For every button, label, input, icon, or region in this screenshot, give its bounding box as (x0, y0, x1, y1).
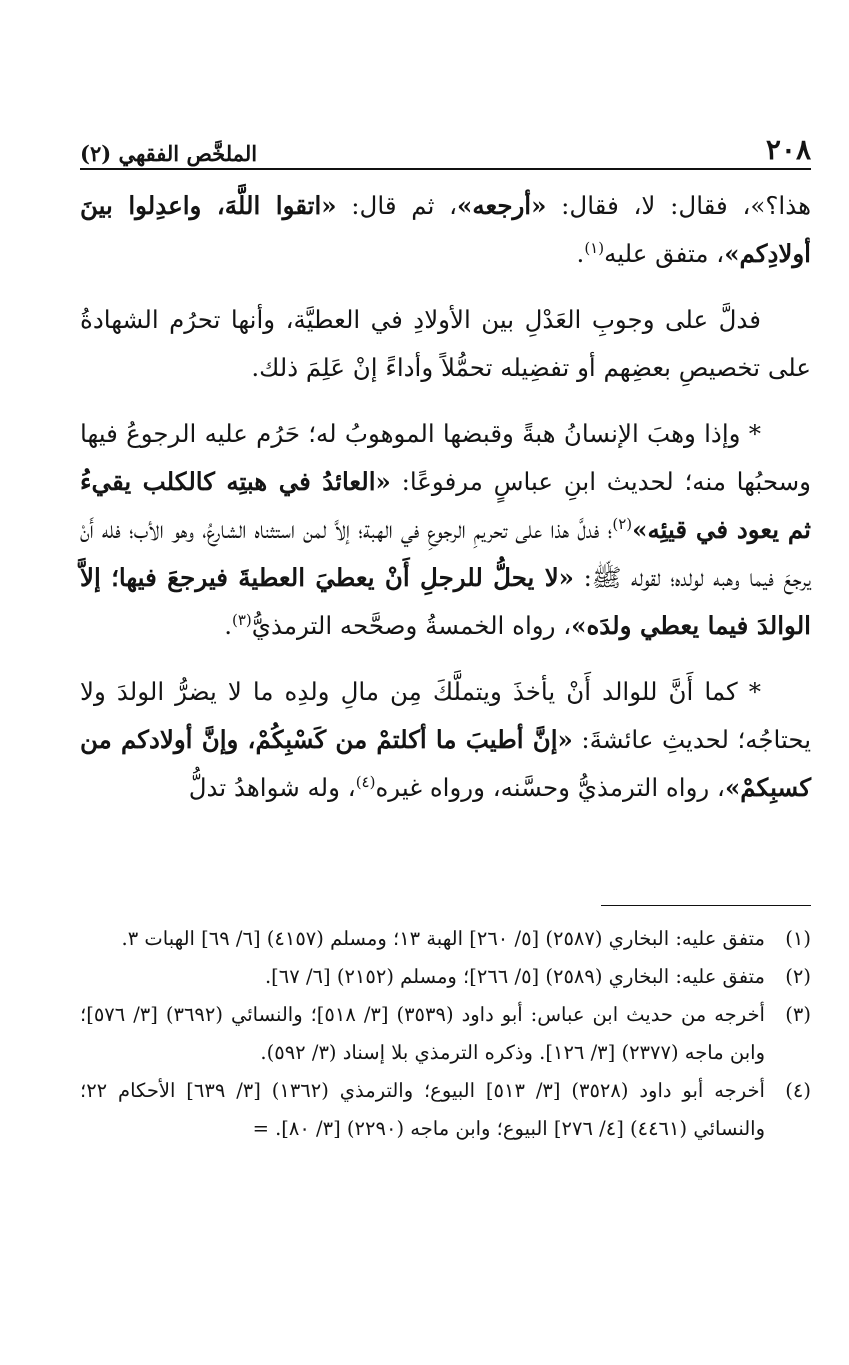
paragraph-text: هذا؟»، فقال: لا، فقال: (546, 191, 811, 220)
footnotes (80, 920, 811, 1148)
page-number: ٢٠٨ (765, 133, 811, 166)
paragraph-text: ، ثم قال: (336, 191, 458, 220)
paragraph-text: * وإذا وهبَ الإنسانُ هبةً وقبضها الموهوبُ له؛ حَرُم عليه الرجوعُ فيها وسحبُها منه؛ لحديث ابنِ عباسٍ مرفوعًا: (80, 419, 811, 496)
footnote (80, 958, 811, 996)
paragraph-text: ، متفق عليه (604, 239, 725, 268)
footnote-text: متفق عليه: البخاري (٢٥٨٧) [٥/ ٢٦٠] الهبة ١٣؛ ومسلم (٤١٥٧) [٦/ ٦٩] الهبات ٣. (121, 927, 765, 950)
paragraph-text: ، وله شواهدُ تدلُّ (188, 773, 356, 802)
footnote-number: (٣) (785, 1003, 811, 1026)
footnote-reference: (٢) (612, 515, 633, 533)
paragraph-text: ، رواه الخمسةُ وصحَّحه الترمذيُّ (251, 611, 572, 640)
hadith-quote: «إنَّ أطيبَ ما أكلتمْ من كَسْبِكُمْ، وإنَّ أولادكم من كسبِكمْ» (80, 725, 811, 802)
paragraph (80, 410, 811, 650)
paragraph-text: * كما أَنَّ للوالد أَنْ يأخذَ ويتملَّكَ مِن مالِ ولدِه ما لا يضرُّ الولدَ ولا يحتاجُه؛ لحديثِ عائشةَ: (80, 677, 812, 754)
footnote-number: (٤) (785, 1079, 811, 1102)
page-header (80, 122, 811, 170)
paragraph (80, 296, 811, 392)
paragraph (80, 182, 811, 278)
paragraph-text: . (576, 239, 585, 268)
paragraph-text: ، رواه الترمذيُّ وحسَّنه، ورواه غيره (375, 773, 725, 802)
footnote (80, 996, 811, 1072)
main-text (80, 182, 811, 830)
footnote-reference: (٤) (355, 773, 376, 791)
paragraph-text: فدلَّ على وجوبِ العَدْلِ بين الأولادِ في العطيَّة، وأنها تحرُم الشهادةُ على تخصيصِ بعضِهم أو تفضِيله تحمُّلاً وأداءً إنْ عَلِمَ ذلك. (80, 305, 811, 382)
book-title: الملخَّص الفقهي (٢) (80, 141, 258, 166)
hadith-quote: «العائدُ في هبتِه كالكلب يقيءُ ثم يعود في قيئِه» (80, 467, 811, 544)
footnote-text: أخرجه من حديث ابن عباس: أبو داود (٣٥٣٩) [٣/ ٥١٨]؛ والنسائي (٣٦٩٢) [٣/ ٥٧٦]؛ وابن ماجه (٢٣٧٧) [٣/ ١٢٦]. وذكره الترمذي بلا إسناد (٣/ ٥٩٢). (80, 1003, 765, 1064)
footnote-number: (٢) (785, 965, 811, 988)
paragraph-text: ؛ فدلَّ هذا على تحريمِ الرجوعِ في الهبة؛ إلاَّ لمن استثناه الشارعُ، وهو الأب؛ فله أَنْ يرجعَ فيما وهبه لولده؛ لقوله ﷺ: (80, 515, 811, 592)
footnote-separator (601, 905, 811, 906)
hadith-quote: «اتقوا اللَّهَ، واعدِلوا بينَ أولادِكم» (80, 191, 811, 268)
paragraph (80, 668, 811, 812)
footnote-reference: (٣) (232, 611, 252, 629)
paragraph-text: . (224, 611, 232, 640)
footnote (80, 1072, 811, 1148)
footnote-text: متفق عليه: البخاري (٢٥٨٩) [٥/ ٢٦٦]؛ ومسلم (٢١٥٢) [٦/ ٦٧]. (264, 965, 765, 988)
hadith-quote: «لا يحلُّ للرجلِ أَنْ يعطيَ العطيةَ فيرجعَ فيها؛ إلاَّ الوالدَ فيما يعطي ولدَه» (80, 563, 811, 640)
footnote (80, 920, 811, 958)
footnote-text: أخرجه أبو داود (٣٥٢٨) [٣/ ٥١٣] البيوع؛ والترمذي (١٣٦٢) [٣/ ٦٣٩] الأحكام ٢٢؛ والنسائي (٤٤٦١) [٤/ ٢٧٦] البيوع؛ وابن ماجه (٢٢٩٠) [٣/ ٨٠]. = (80, 1079, 765, 1140)
hadith-quote: «أرجعه» (457, 191, 547, 220)
footnote-reference: (١) (584, 239, 605, 257)
footnote-number: (١) (785, 927, 811, 950)
